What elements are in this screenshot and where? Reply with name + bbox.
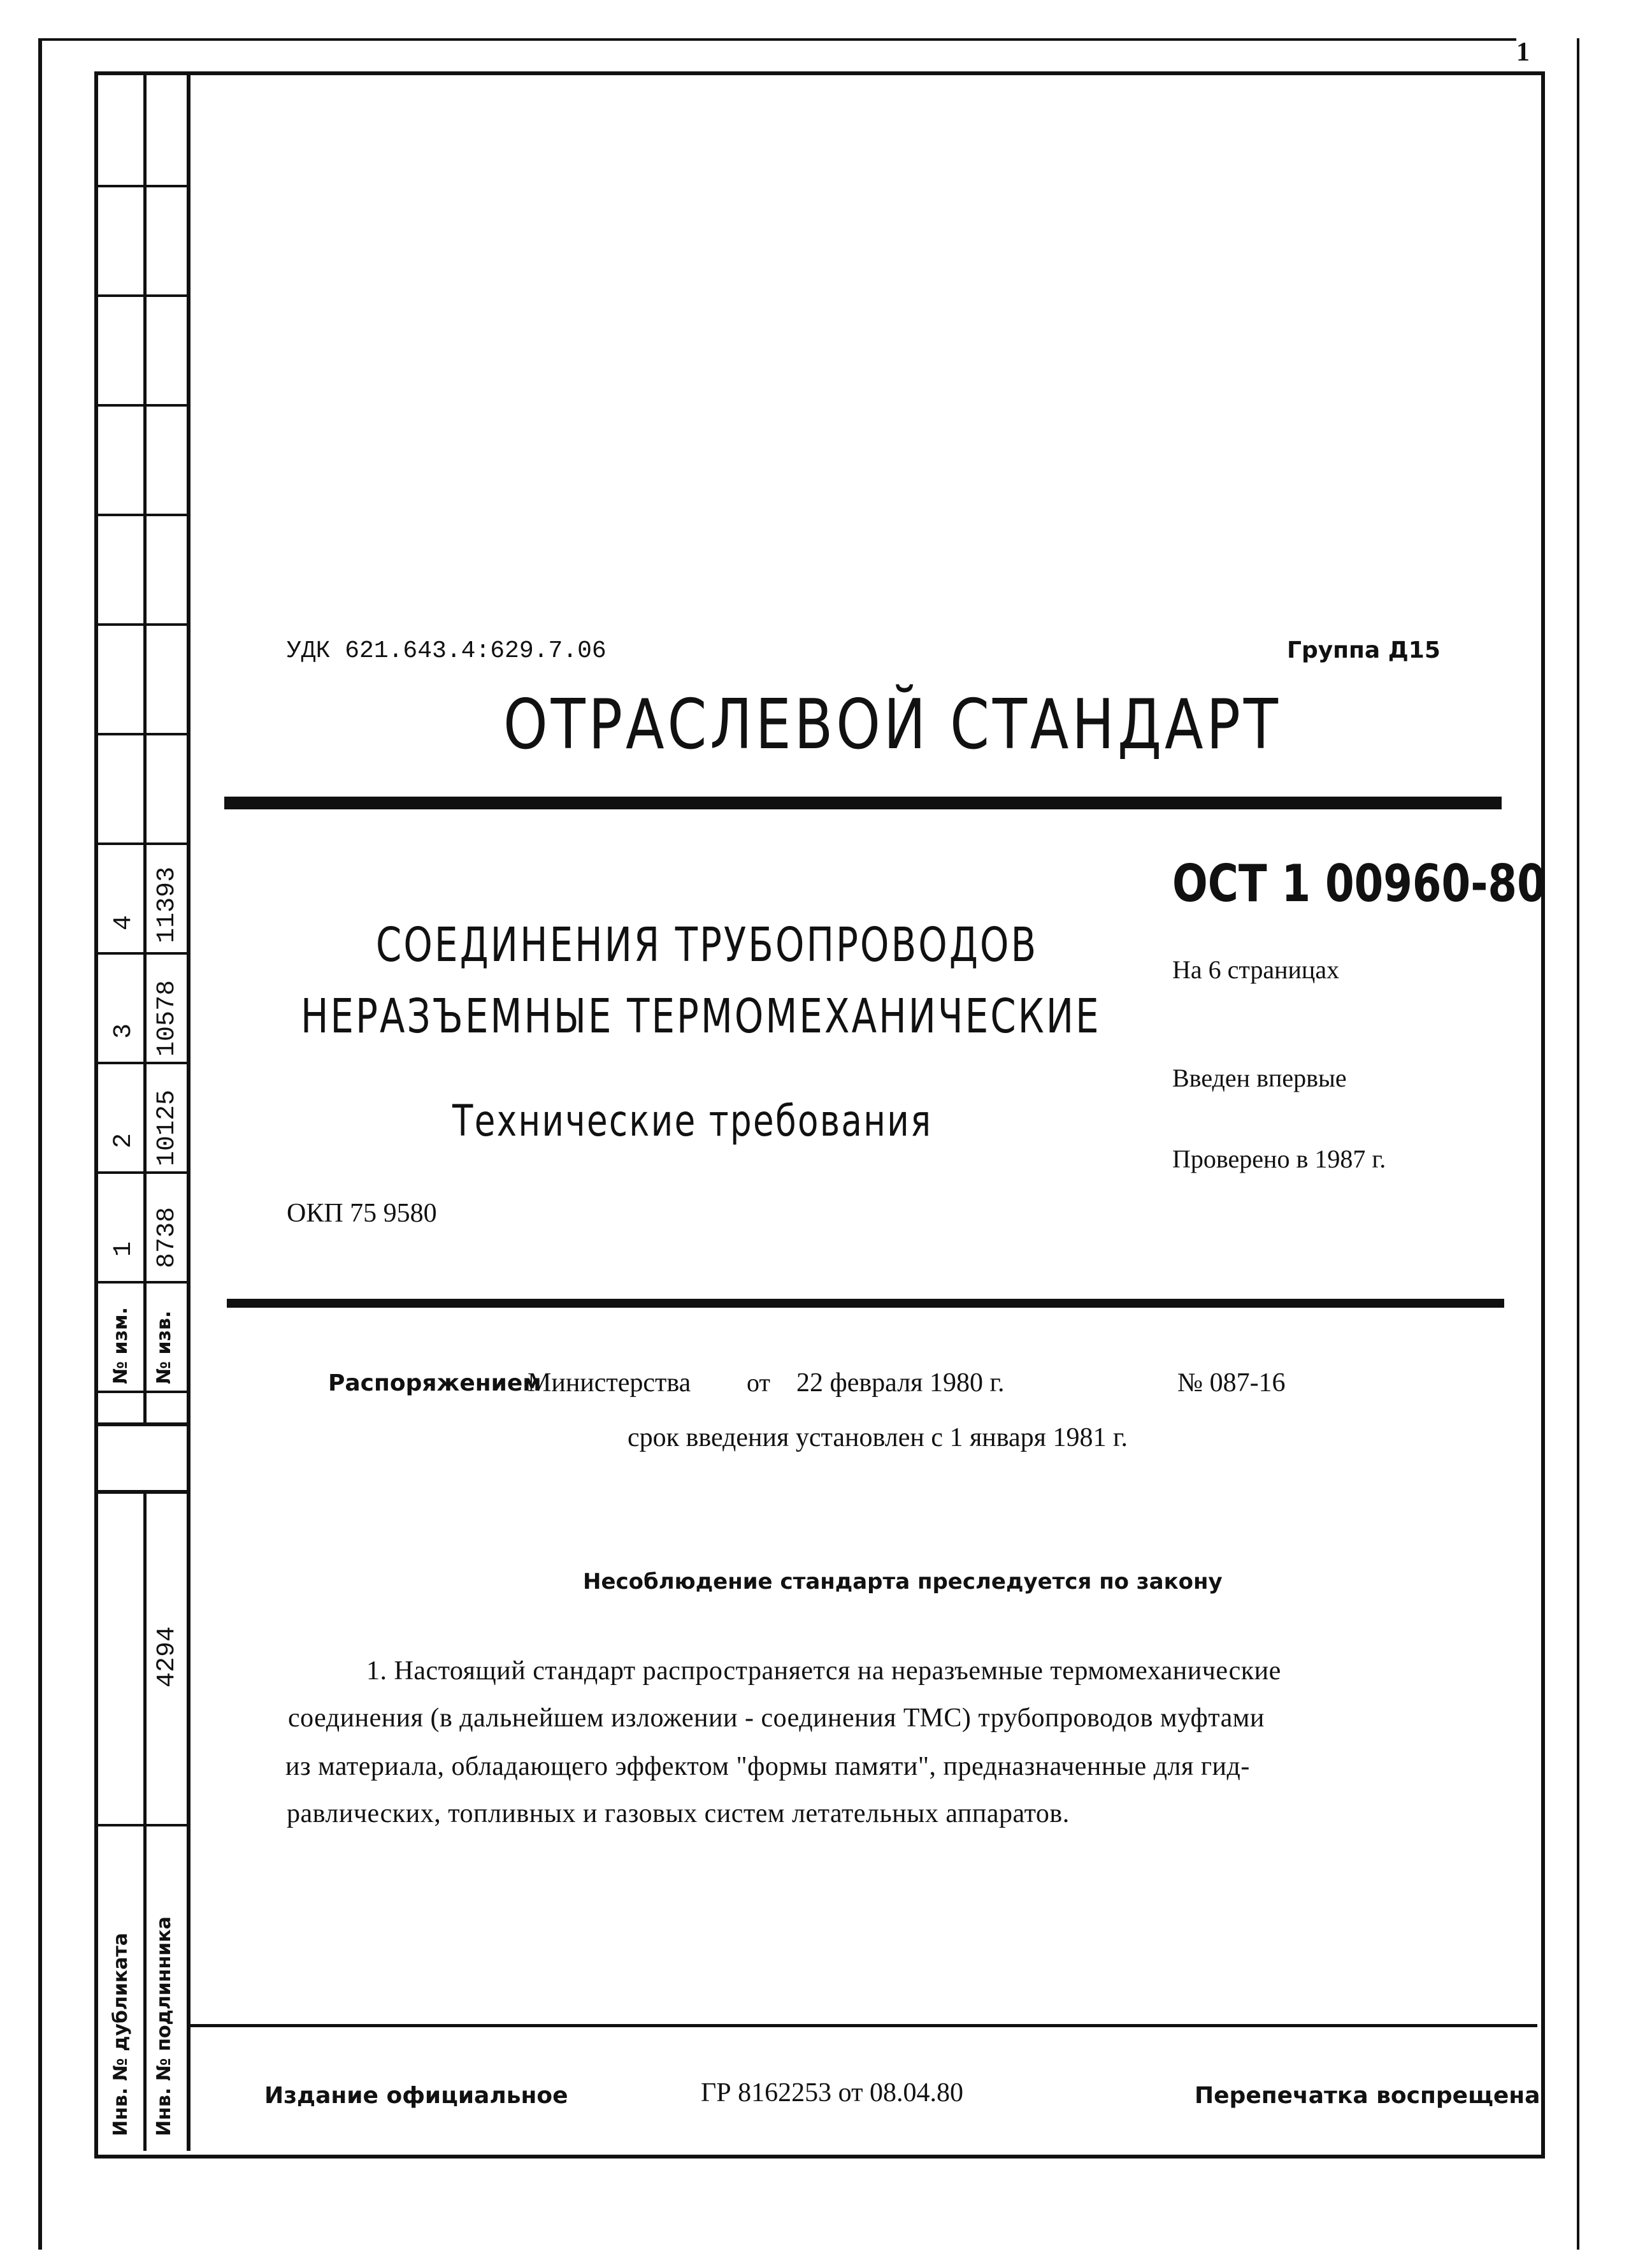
paragraph-line: из материала, обладающего эффектом "формы памяти", предназначенные для гид- <box>285 1752 1250 1781</box>
introduced-note: Введен впервые <box>1172 1064 1347 1092</box>
notice-number: 11393 <box>153 866 182 943</box>
standard-title-line2: НЕРАЗЪЕМНЫЕ ТЕРМОМЕХАНИЧЕСКИЕ <box>301 989 1101 1044</box>
standard-subtitle: Технические требования <box>452 1096 933 1146</box>
checked-note: Проверено в 1987 г. <box>1172 1145 1386 1173</box>
inventory-line <box>98 1824 189 1826</box>
side-grid-line <box>98 185 189 187</box>
side-grid-line <box>98 733 189 735</box>
change-number: 1 <box>110 1241 138 1257</box>
standard-number: ОСТ 1 00960-80 <box>1172 854 1546 913</box>
effective-date: срок введения установлен с 1 января 1981 г. <box>628 1423 1128 1452</box>
standard-title-line1: СОЕДИНЕНИЯ ТРУБОПРОВОДОВ <box>376 918 1038 973</box>
registration-number: ГР 8162253 от 08.04.80 <box>701 2078 963 2108</box>
group-code: Группа Д15 <box>1287 637 1440 663</box>
notice-number: 8738 <box>153 1206 182 1268</box>
legal-notice: Несоблюдение стандарта преследуется по закону <box>583 1569 1223 1594</box>
side-block-start <box>98 1490 189 1494</box>
change-number: 4 <box>110 915 138 930</box>
notice-label: № изв. <box>153 1310 175 1384</box>
outer-frame-top <box>38 38 1516 41</box>
side-grid-line <box>98 623 189 626</box>
udk-code: УДК 621.643.4:629.7.06 <box>287 637 607 665</box>
page-number: 1 <box>1516 38 1530 67</box>
paragraph-line: равлических, топливных и газовых систем летательных аппаратов. <box>287 1799 1070 1828</box>
order-from: от <box>747 1368 770 1397</box>
notice-number: 10578 <box>153 980 182 1057</box>
side-grid-line <box>98 514 189 516</box>
change-table-line <box>98 1281 189 1283</box>
paragraph-line: 1. Настоящий стандарт распространяется на неразъемные термомеханические <box>366 1656 1281 1686</box>
page-count: На 6 страницах <box>1172 955 1340 984</box>
original-label: Инв. № подлинника <box>153 1916 175 2136</box>
change-table-line <box>98 1391 189 1393</box>
side-strip-divider <box>143 75 147 2151</box>
paragraph-line: соединения (в дальнейшем изложении - соединения ТМС) трубопроводов муфтами <box>288 1703 1265 1733</box>
thick-rule <box>227 1299 1504 1308</box>
original-inventory-value: 4294 <box>153 1626 182 1688</box>
document-type-title: ОТРАСЛЕВОЙ СТАНДАРТ <box>503 685 1281 765</box>
side-grid-line <box>98 842 189 845</box>
edition-label: Издание официальное <box>264 2083 568 2109</box>
footer-rule <box>189 2024 1537 2027</box>
change-table-line <box>98 1062 189 1064</box>
order-number: № 087-16 <box>1177 1368 1286 1398</box>
change-number: 3 <box>110 1023 138 1039</box>
order-ministry: Министерства <box>528 1368 691 1398</box>
duplicate-label: Инв. № дубликата <box>110 1932 132 2136</box>
change-table-line <box>98 952 189 955</box>
notice-number: 10125 <box>153 1089 182 1166</box>
change-number: 2 <box>110 1132 138 1148</box>
change-table-line <box>98 1171 189 1174</box>
order-label: Распоряжением <box>328 1370 542 1396</box>
side-grid-line <box>98 404 189 407</box>
side-grid-line <box>98 294 189 297</box>
outer-frame-right <box>1577 38 1579 2250</box>
side-strip-edge <box>187 75 190 2151</box>
thick-rule <box>224 797 1502 809</box>
change-label: № изм. <box>110 1307 132 1384</box>
reprint-notice: Перепечатка воспрещена <box>1195 2083 1541 2109</box>
outer-frame-left <box>38 38 42 2250</box>
frame-left-gap-line <box>94 1426 98 1490</box>
side-gap-right <box>147 1426 187 1490</box>
order-date: 22 февраля 1980 г. <box>796 1368 1005 1398</box>
okp-code: ОКП 75 9580 <box>287 1199 437 1228</box>
